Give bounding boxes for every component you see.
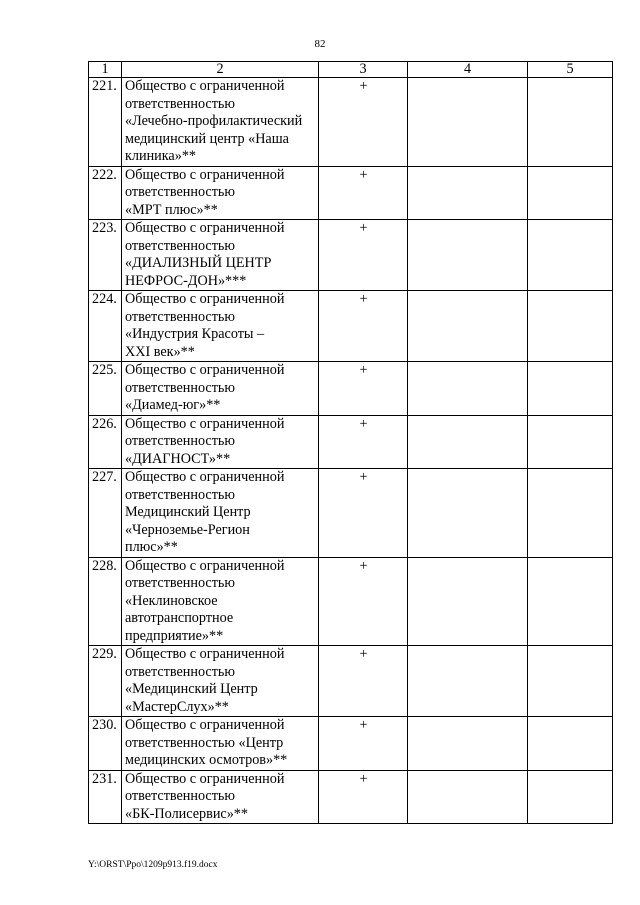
mark-col-4 xyxy=(408,166,528,220)
mark-col-5 xyxy=(528,770,613,824)
mark-col-5 xyxy=(528,78,613,167)
organization-name: Общество с ограниченной ответственностью «Лечебно-профилактический медицинский центр «Наша клиника»** xyxy=(122,78,319,167)
mark-col-3: + xyxy=(319,415,408,469)
table-row xyxy=(89,646,613,717)
table-header-row xyxy=(89,62,613,78)
table-row xyxy=(89,770,613,824)
mark-col-4 xyxy=(408,770,528,824)
mark-col-5 xyxy=(528,166,613,220)
row-number: 222. xyxy=(89,166,122,220)
row-number: 229. xyxy=(89,646,122,717)
mark-col-5 xyxy=(528,557,613,646)
row-number: 230. xyxy=(89,717,122,771)
mark-col-4 xyxy=(408,469,528,558)
table-row xyxy=(89,362,613,416)
table-row xyxy=(89,557,613,646)
header-cell-2: 2 xyxy=(122,62,319,78)
table-row xyxy=(89,415,613,469)
row-number: 228. xyxy=(89,557,122,646)
mark-col-3: + xyxy=(319,220,408,291)
mark-col-3: + xyxy=(319,166,408,220)
organization-name: Общество с ограниченной ответственностью «Неклиновское автотранспортное предприятие»** xyxy=(122,557,319,646)
organization-name: Общество с ограниченной ответственностью «Медицинский Центр «МастерСлух»** xyxy=(122,646,319,717)
header-cell-3: 3 xyxy=(319,62,408,78)
row-number: 231. xyxy=(89,770,122,824)
mark-col-4 xyxy=(408,291,528,362)
header-cell-5: 5 xyxy=(528,62,613,78)
mark-col-3: + xyxy=(319,717,408,771)
mark-col-4 xyxy=(408,557,528,646)
header-cell-1: 1 xyxy=(89,62,122,78)
organization-name: Общество с ограниченной ответственностью «Центр медицинских осмотров»** xyxy=(122,717,319,771)
organization-name: Общество с ограниченной ответственностью «ДИАГНОСТ»** xyxy=(122,415,319,469)
organization-name: Общество с ограниченной ответственностью «БК-Полисервис»** xyxy=(122,770,319,824)
table-row xyxy=(89,78,613,167)
row-number: 226. xyxy=(89,415,122,469)
mark-col-4 xyxy=(408,646,528,717)
mark-col-4 xyxy=(408,220,528,291)
mark-col-4 xyxy=(408,415,528,469)
organization-name: Общество с ограниченной ответственностью «МРТ плюс»** xyxy=(122,166,319,220)
mark-col-3: + xyxy=(319,291,408,362)
mark-col-3: + xyxy=(319,646,408,717)
mark-col-5 xyxy=(528,362,613,416)
organization-name: Общество с ограниченной ответственностью «Индустрия Красоты – XXI век»** xyxy=(122,291,319,362)
organization-name: Общество с ограниченной ответственностью «Диамед-юг»** xyxy=(122,362,319,416)
table-row xyxy=(89,220,613,291)
mark-col-5 xyxy=(528,415,613,469)
mark-col-5 xyxy=(528,220,613,291)
mark-col-3: + xyxy=(319,770,408,824)
mark-col-5 xyxy=(528,646,613,717)
row-number: 223. xyxy=(89,220,122,291)
row-number: 227. xyxy=(89,469,122,558)
mark-col-4 xyxy=(408,362,528,416)
mark-col-5 xyxy=(528,717,613,771)
table-row xyxy=(89,469,613,558)
mark-col-3: + xyxy=(319,78,408,167)
organization-name: Общество с ограниченной ответственностью «ДИАЛИЗНЫЙ ЦЕНТР НЕФРОС-ДОН»*** xyxy=(122,220,319,291)
mark-col-3: + xyxy=(319,469,408,558)
mark-col-3: + xyxy=(319,362,408,416)
mark-col-5 xyxy=(528,291,613,362)
organization-name: Общество с ограниченной ответственностью Медицинский Центр «Черноземье-Регион плюс»** xyxy=(122,469,319,558)
header-cell-4: 4 xyxy=(408,62,528,78)
file-path-footer: Y:\ORST\Ppo\1209p913.f19.docx xyxy=(88,860,218,870)
row-number: 221. xyxy=(89,78,122,167)
table-row xyxy=(89,291,613,362)
row-number: 224. xyxy=(89,291,122,362)
organizations-table xyxy=(88,61,613,824)
table-row xyxy=(89,166,613,220)
mark-col-5 xyxy=(528,469,613,558)
mark-col-3: + xyxy=(319,557,408,646)
row-number: 225. xyxy=(89,362,122,416)
page-number: 82 xyxy=(314,38,326,50)
table-row xyxy=(89,717,613,771)
mark-col-4 xyxy=(408,78,528,167)
mark-col-4 xyxy=(408,717,528,771)
